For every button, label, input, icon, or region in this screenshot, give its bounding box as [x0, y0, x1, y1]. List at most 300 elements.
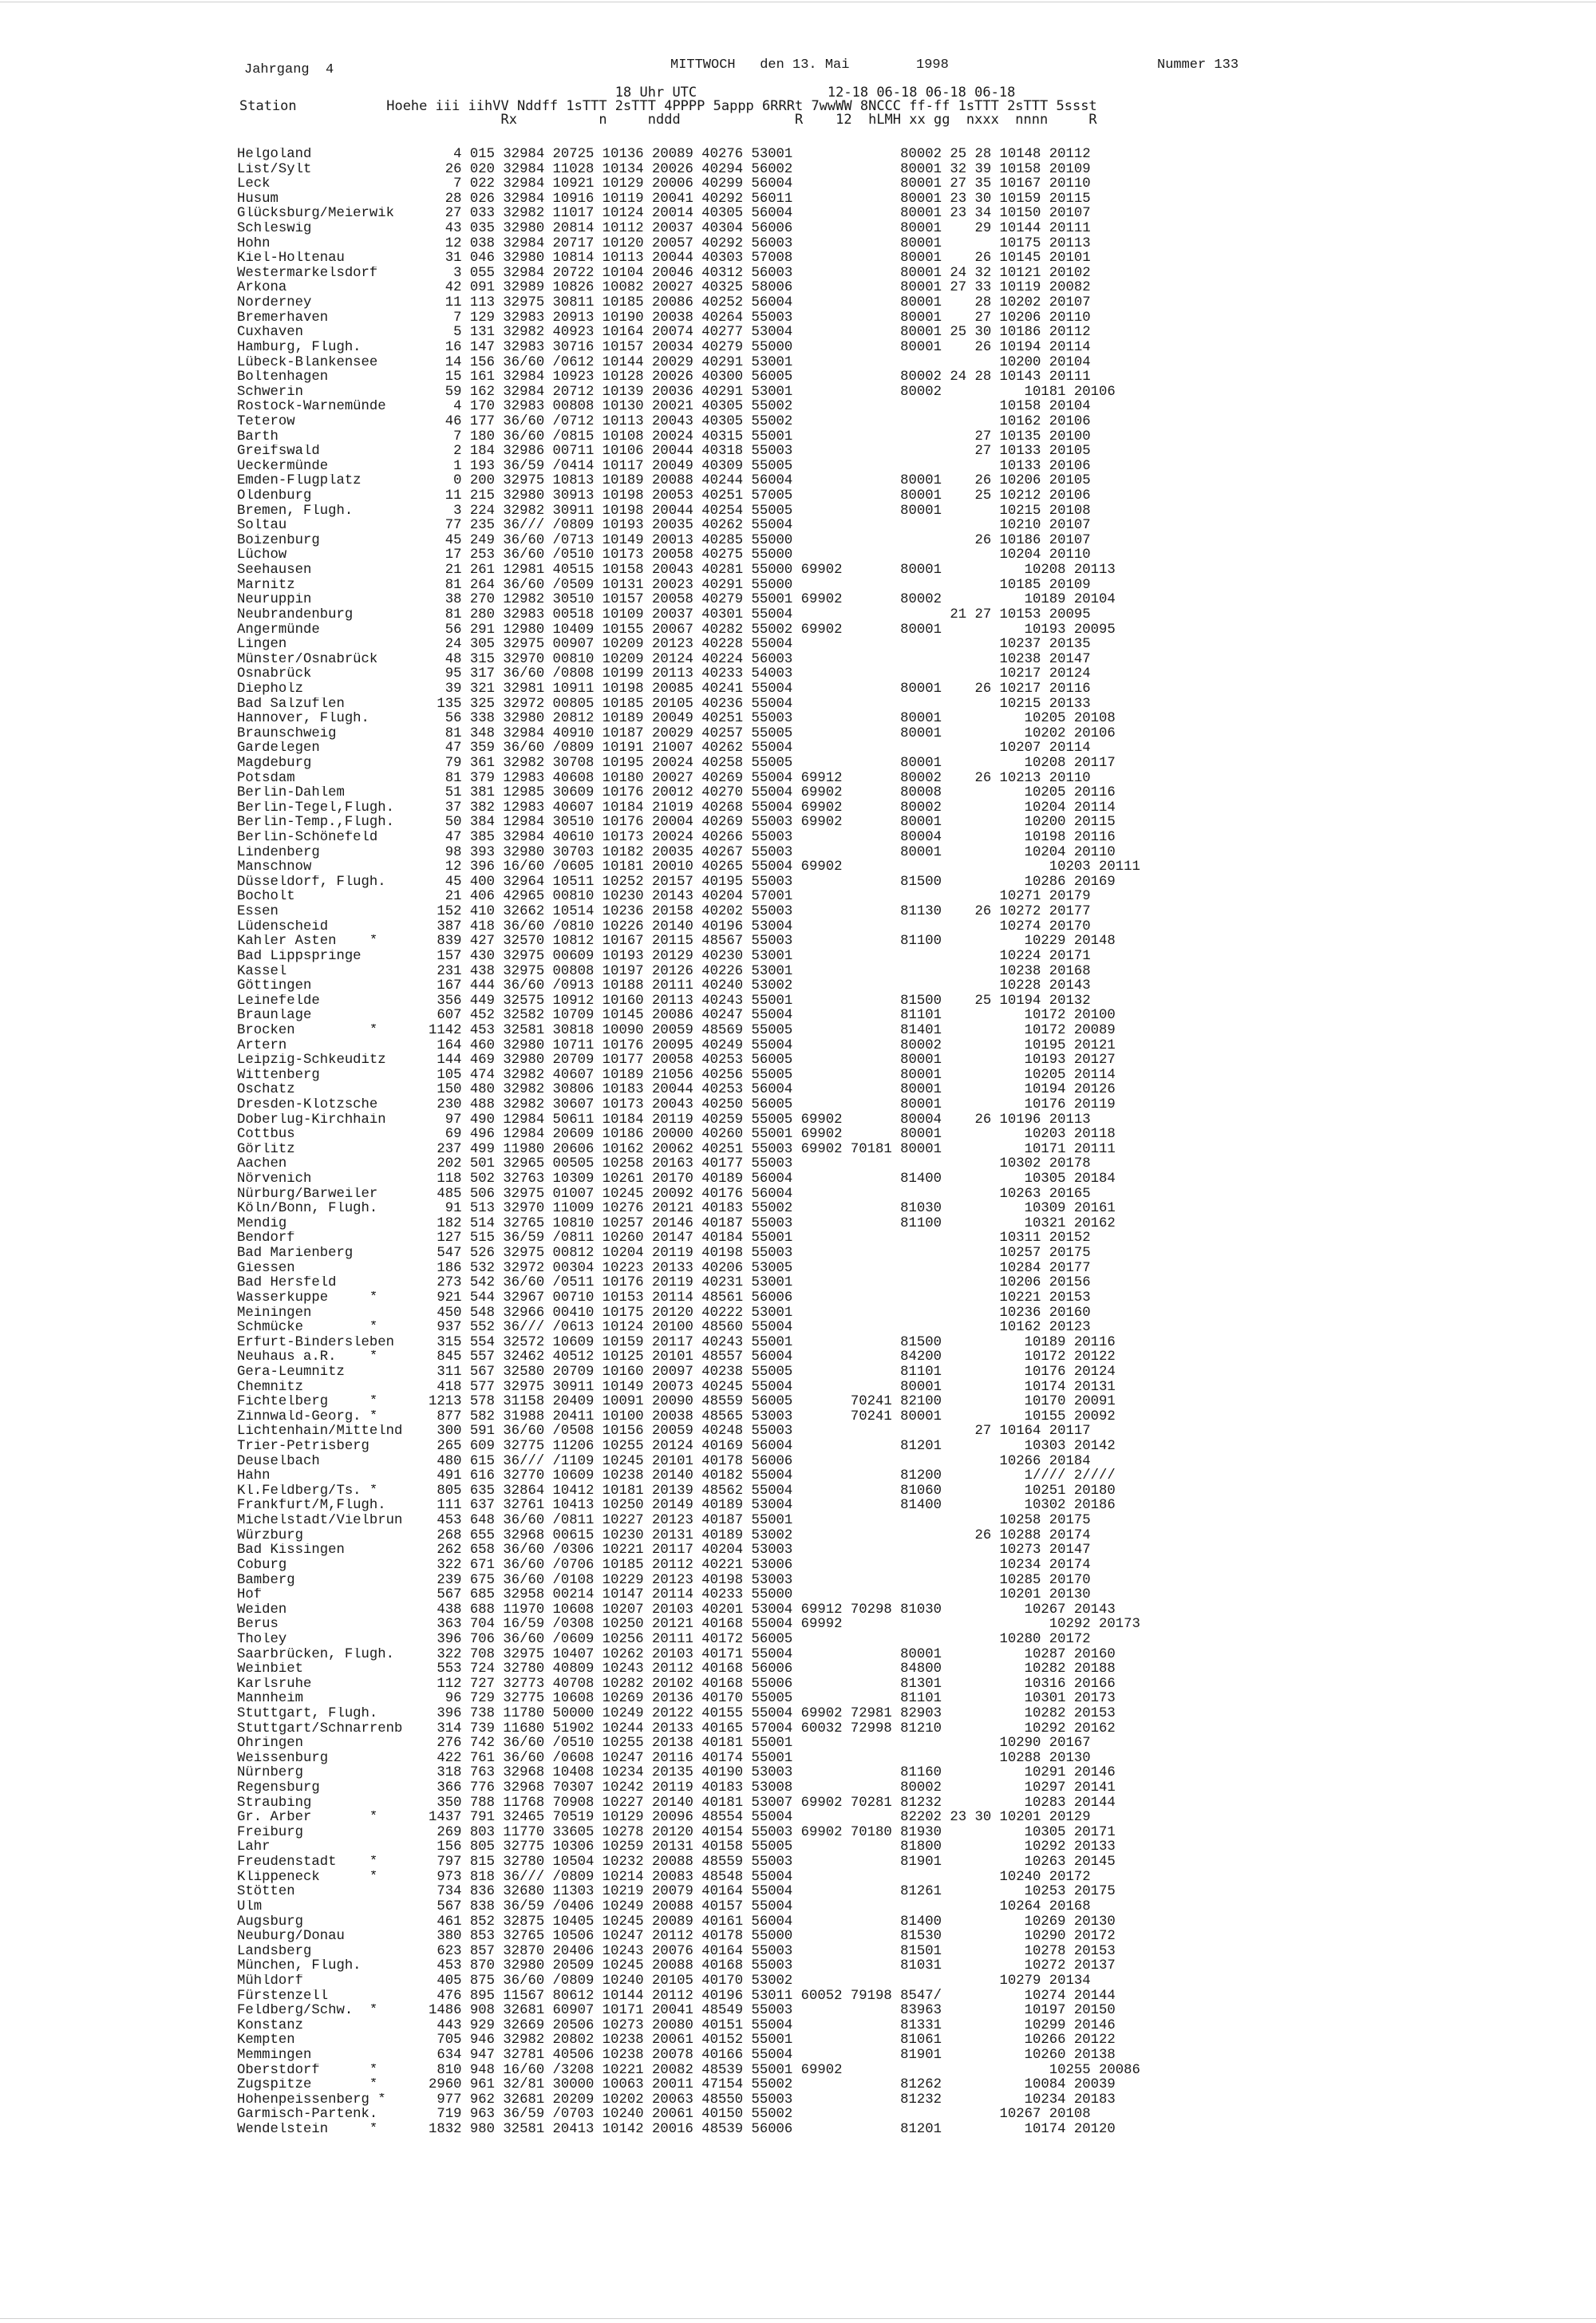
table-row — [237, 994, 1140, 1009]
station-name: Bremerhaven — [237, 310, 329, 326]
station-name: Greifswald — [237, 444, 320, 460]
station-name: Zugspitze * — [237, 2078, 378, 2093]
table-row — [237, 192, 1140, 207]
station-values: 81 379 12983 40608 10180 20027 40269 55004 69912 80002 26 10213 20110 — [429, 770, 1091, 786]
station-name: Schleswig — [237, 222, 312, 237]
table-row — [237, 1009, 1140, 1024]
station-name: Helgoland — [237, 148, 312, 162]
station-name: Boizenburg — [237, 533, 320, 548]
station-values: 21 261 12981 40515 10158 20043 40281 55000 69902 80001 10208 20113 — [429, 563, 1116, 579]
table-row — [237, 1321, 1140, 1336]
station-name: Mendig — [237, 1216, 287, 1231]
station-name: Diepholz — [237, 681, 303, 697]
table-row — [237, 1440, 1140, 1455]
table-row — [237, 1291, 1140, 1306]
station-values: 46 177 36/60 /0712 10113 20043 40305 55002 10162 20106 — [429, 413, 1091, 429]
station-name: Hahn — [237, 1469, 271, 1484]
station-name: Stuttgart, Flugh. — [237, 1706, 378, 1721]
table-row — [237, 237, 1140, 252]
station-name: Stuttgart/Schnarrenb — [237, 1721, 403, 1736]
station-values: 11 113 32975 30811 10185 20086 40252 56004 80001 28 10202 20107 — [429, 295, 1091, 311]
station-name: Bad Salzuflen — [237, 697, 345, 712]
station-values: 396 706 36/60 /0609 10256 20111 40172 56005 10280 20172 — [429, 1631, 1091, 1647]
station-name: Soltau — [237, 519, 287, 534]
table-row — [237, 801, 1140, 816]
table-row — [237, 1128, 1140, 1143]
table-row — [237, 563, 1140, 579]
station-values: 156 805 32775 10306 10259 20131 40158 55005 81800 10292 20133 — [429, 1839, 1116, 1855]
station-name: Marnitz — [237, 578, 295, 593]
station-values: 230 488 32982 30607 10173 20043 40250 56005 80001 10176 20119 — [429, 1097, 1116, 1112]
station-name: Memmingen — [237, 2048, 312, 2063]
table-row — [237, 875, 1140, 891]
table-row — [237, 1276, 1140, 1291]
table-row — [237, 1559, 1140, 1574]
table-row — [237, 2064, 1140, 2079]
table-row — [237, 1781, 1140, 1796]
station-values: 1 193 36/59 /0414 10117 20049 40309 55005 10133 20106 — [429, 458, 1091, 474]
station-values: 623 857 32870 20406 10243 20076 40164 55003 81501 10278 20153 — [429, 1943, 1116, 1959]
table-row — [237, 757, 1140, 772]
table-row — [237, 1024, 1140, 1039]
station-name: Cuxhaven — [237, 326, 303, 341]
table-row — [237, 1959, 1140, 1974]
table-row — [237, 1410, 1140, 1425]
column-header-line: Station Hoehe iii iihVV Nddff 1sTTT 2sTTT 4PPPP 5appp 6RRRt 7wwWW 8NCCC ff-ff 1sTTT 2sTTT 5ssst — [239, 98, 1097, 114]
table-row — [237, 296, 1140, 311]
table-row — [237, 905, 1140, 920]
station-values: 202 501 32965 00505 10258 20163 40177 55003 10302 20178 — [429, 1156, 1091, 1172]
station-name: Regensburg — [237, 1781, 320, 1796]
table-row — [237, 950, 1140, 965]
table-row — [237, 712, 1140, 727]
station-values: 45 400 32964 10511 10252 20157 40195 55003 81500 10286 20169 — [429, 874, 1116, 890]
table-row — [237, 1514, 1140, 1529]
table-row — [237, 1618, 1140, 1633]
table-row — [237, 1707, 1140, 1722]
table-row — [237, 1633, 1140, 1648]
station-values: 135 325 32972 00805 10185 20105 40236 55004 10215 20133 — [429, 696, 1091, 712]
table-row — [237, 1187, 1140, 1203]
jahrgang-label: Jahrgang 4 — [244, 62, 334, 77]
station-values: 69 496 12984 20609 10186 20000 40260 55001 69902 80001 10203 20118 — [429, 1127, 1116, 1143]
station-name: Leck — [237, 177, 271, 192]
table-row — [237, 608, 1140, 623]
table-row — [237, 1083, 1140, 1098]
table-row — [237, 831, 1140, 846]
station-name: List/Sylt — [237, 162, 312, 177]
table-row — [237, 1529, 1140, 1544]
station-name: Gera-Leumnitz — [237, 1365, 345, 1380]
table-row — [237, 2093, 1140, 2108]
station-name: Dresden-Klotzsche — [237, 1098, 378, 1112]
station-name: Berlin-Dahlem — [237, 786, 345, 801]
station-values: 47 359 36/60 /0809 10191 21007 40262 55004 10207 20114 — [429, 741, 1091, 757]
station-values: 366 776 32968 70307 10242 20119 40183 53008 80002 10297 20141 — [429, 1780, 1116, 1796]
station-values: 96 729 32775 10608 10269 20136 40170 55005 81101 10301 20173 — [429, 1691, 1116, 1707]
table-row — [237, 1543, 1140, 1559]
station-name: Emden-Flugplatz — [237, 474, 361, 489]
station-values: 47 385 32984 40610 10173 20024 40266 55003 80004 10198 20116 — [429, 830, 1116, 846]
table-row — [237, 1336, 1140, 1351]
table-row — [237, 1039, 1140, 1054]
issue-number: Nummer 133 — [1157, 57, 1239, 73]
station-values: 105 474 32982 40607 10189 21056 40256 55005 80001 10205 20114 — [429, 1067, 1116, 1083]
table-row — [237, 1603, 1140, 1618]
station-name: Lüchow — [237, 548, 287, 563]
station-values: 973 818 36/// /0809 10214 20083 48548 55004 10240 20172 — [429, 1869, 1091, 1885]
station-values: 144 469 32980 20709 10177 20058 40253 56005 80001 10193 20127 — [429, 1053, 1116, 1069]
table-row — [237, 727, 1140, 742]
table-row — [237, 1885, 1140, 1900]
station-name: Fürstenzell — [237, 1989, 329, 2004]
table-row — [237, 385, 1140, 401]
table-row — [237, 326, 1140, 341]
station-values: 164 460 32980 10711 10176 20095 40249 55004 80002 10195 20121 — [429, 1037, 1116, 1053]
table-row — [237, 177, 1140, 192]
station-name: Trier-Petrisberg — [237, 1440, 369, 1455]
station-values: 56 291 12980 10409 10155 20067 40282 55002 69902 80001 10193 20095 — [429, 622, 1116, 638]
year-label: 1998 — [916, 57, 949, 73]
station-name: Oldenburg — [237, 489, 312, 504]
station-values: 12 038 32984 20717 10120 20057 40292 56003 80001 10175 20113 — [429, 235, 1091, 251]
table-row — [237, 207, 1140, 222]
table-row — [237, 2004, 1140, 2019]
station-values: 95 317 36/60 /0808 10199 20113 40233 54003 10217 20124 — [429, 666, 1091, 682]
station-values: 719 963 36/59 /0703 10240 20061 40150 55002 10267 20108 — [429, 2107, 1091, 2123]
station-values: 43 035 32980 20814 10112 20037 40304 56006 80001 29 10144 20111 — [429, 221, 1091, 237]
station-values: 21 406 42965 00810 10230 20143 40204 57001 10271 20179 — [429, 889, 1091, 905]
station-name: Doberlug-Kirchhain — [237, 1112, 386, 1128]
station-name: Bocholt — [237, 890, 295, 905]
station-values: 380 853 32765 10506 10247 20112 40178 55000 81530 10290 20172 — [429, 1929, 1116, 1945]
station-name: Klippeneck * — [237, 1870, 378, 1885]
station-values: 14 156 36/60 /0612 10144 20029 40291 53001 10200 20104 — [429, 354, 1091, 370]
table-row — [237, 1974, 1140, 1989]
table-row — [237, 667, 1140, 682]
station-values: 152 410 32662 10514 10236 20158 40202 55003 81130 26 10272 20177 — [429, 904, 1091, 920]
station-values: 91 513 32970 11009 10276 20121 40183 55002 81030 10309 20161 — [429, 1201, 1116, 1217]
station-values: 3 055 32984 20722 10104 20046 40312 56003 80001 24 32 10121 20102 — [429, 265, 1091, 281]
table-row — [237, 1157, 1140, 1172]
station-name: Freiburg — [237, 1825, 303, 1840]
station-values: 396 738 11780 50000 10249 20122 40155 55004 69902 72981 82903 10282 20153 — [429, 1705, 1116, 1721]
station-values: 5 131 32982 40923 10164 20074 40277 53004 80001 25 30 10186 20112 — [429, 325, 1091, 341]
station-values: 38 270 12982 30510 10157 20058 40279 55001 69902 80002 10189 20104 — [429, 592, 1116, 608]
station-name: Ueckermünde — [237, 459, 329, 474]
table-row — [237, 548, 1140, 563]
table-row — [237, 1915, 1140, 1930]
station-values: 11 215 32980 30913 10198 20053 40251 57005 80001 25 10212 20106 — [429, 488, 1091, 504]
station-name: Neuruppin — [237, 593, 312, 608]
station-name: Garmisch-Partenk. — [237, 2108, 378, 2123]
table-row — [237, 1424, 1140, 1440]
table-row — [237, 474, 1140, 489]
table-row — [237, 1677, 1140, 1693]
station-name: Artern — [237, 1038, 287, 1053]
table-row — [237, 1840, 1140, 1855]
station-values: 607 452 32582 10709 10145 20086 40247 55004 81101 10172 20100 — [429, 1008, 1116, 1024]
station-name: Fichtelberg * — [237, 1395, 378, 1410]
station-values: 810 948 16/60 /3208 10221 20082 48539 55001 69902 10255 20086 — [429, 2062, 1140, 2078]
station-name: Gr. Arber * — [237, 1811, 378, 1826]
station-values: 300 591 36/60 /0508 10156 20059 40248 55003 27 10164 20117 — [429, 1424, 1091, 1440]
table-row — [237, 1736, 1140, 1752]
station-values: 387 418 36/60 /0810 10226 20140 40196 53004 10274 20170 — [429, 919, 1091, 934]
table-row — [237, 772, 1140, 787]
table-row — [237, 846, 1140, 861]
column-header — [239, 86, 1097, 127]
station-name: Braunschweig — [237, 726, 337, 741]
column-header-line: Rx n nddd R 12 hLMH xx gg nxxx nnnn R — [239, 112, 1097, 128]
station-values: 276 742 36/60 /0510 10255 20138 40181 55001 10290 20167 — [429, 1736, 1091, 1752]
station-name: Neuhaus a.R. * — [237, 1350, 378, 1365]
station-values: 237 499 11980 20606 10162 20062 40251 55003 69902 70181 80001 10171 20111 — [429, 1141, 1116, 1157]
station-values: 480 615 36/// /1109 10245 20101 40178 56006 10266 20184 — [429, 1453, 1091, 1469]
station-name: Boltenhagen — [237, 370, 329, 385]
station-name: Leipzig-Schkeuditz — [237, 1053, 386, 1069]
station-name: Lüdenscheid — [237, 919, 329, 934]
station-name: Mühldorf — [237, 1973, 303, 1989]
station-name: Neubrandenburg — [237, 607, 354, 622]
station-name: Aachen — [237, 1157, 287, 1172]
station-values: 491 616 32770 10609 10238 20140 40182 55004 81200 1//// 2//// — [429, 1468, 1116, 1484]
station-name: Brocken * — [237, 1023, 378, 1038]
station-name: Saarbrücken, Flugh. — [237, 1647, 395, 1662]
station-values: 268 655 32968 00615 10230 20131 40189 53002 26 10288 20174 — [429, 1527, 1091, 1543]
station-values: 443 929 32669 20506 10273 20080 40151 55004 81331 10299 20146 — [429, 2017, 1116, 2033]
station-name: Bremen, Flugh. — [237, 504, 354, 519]
table-row — [237, 623, 1140, 638]
table-row — [237, 163, 1140, 178]
table-row — [237, 489, 1140, 504]
station-name: Hohenpeissenberg * — [237, 2092, 386, 2108]
table-row — [237, 1796, 1140, 1811]
station-name: Bamberg — [237, 1573, 295, 1588]
station-name: Kassel — [237, 964, 287, 979]
station-name: Düsseldorf, Flugh. — [237, 875, 386, 890]
station-values: 26 020 32984 11028 10134 20026 40294 56002 80001 32 39 10158 20109 — [429, 161, 1091, 177]
station-values: 567 838 36/59 /0406 10249 20088 40157 55004 10264 20168 — [429, 1898, 1091, 1914]
table-row — [237, 1574, 1140, 1589]
station-name: Lahr — [237, 1840, 271, 1855]
station-values: 31 046 32980 10814 10113 20044 40303 57008 80001 26 10145 20101 — [429, 251, 1091, 267]
table-row — [237, 1871, 1140, 1886]
table-row — [237, 920, 1140, 935]
station-name: Stötten — [237, 1885, 295, 1900]
station-name: Köln/Bonn, Flugh. — [237, 1202, 378, 1217]
station-values: 262 658 36/60 /0306 10221 20117 40204 53003 10273 20147 — [429, 1543, 1091, 1559]
table-row — [237, 1766, 1140, 1781]
table-row — [237, 2078, 1140, 2093]
station-name: Lindenberg — [237, 845, 320, 860]
table-row — [237, 1098, 1140, 1113]
station-values: 839 427 32570 10812 10167 20115 48567 55003 81100 10229 20148 — [429, 934, 1116, 950]
station-values: 567 685 32958 00214 10147 20114 40233 55000 10201 20130 — [429, 1587, 1091, 1603]
station-values: 553 724 32780 40809 10243 20112 40168 56006 84800 10282 20188 — [429, 1661, 1116, 1677]
station-name: Feldberg/Schw. * — [237, 2004, 378, 2019]
scan-edge-bottom — [0, 2318, 1596, 2319]
table-row — [237, 1381, 1140, 1396]
station-name: Mannheim — [237, 1692, 303, 1707]
table-row — [237, 534, 1140, 549]
table-row — [237, 1811, 1140, 1826]
station-values: 450 548 32966 00410 10175 20120 40222 53001 10236 20160 — [429, 1305, 1091, 1321]
station-name: Glücksburg/Meierwik — [237, 207, 395, 222]
station-values: 50 384 12984 30510 10176 20004 40269 55003 69902 80001 10200 20115 — [429, 815, 1116, 831]
table-row — [237, 267, 1140, 282]
station-values: 322 671 36/60 /0706 10185 20112 40221 53006 10234 20174 — [429, 1557, 1091, 1573]
station-values: 315 554 32572 10609 10159 20117 40243 55001 81500 10189 20116 — [429, 1334, 1116, 1350]
station-values: 0 200 32975 10813 10189 20088 40244 56004 80001 26 10206 20105 — [429, 473, 1091, 489]
station-values: 1832 980 32581 20413 10142 20016 48539 56006 81201 10174 20120 — [429, 2122, 1116, 2138]
station-table — [237, 148, 1140, 2138]
station-name: Deuselbach — [237, 1454, 320, 1469]
station-name: Westermarkelsdorf — [237, 266, 378, 281]
station-name: Frankfurt/M,Flugh. — [237, 1499, 386, 1514]
station-name: Bad Marienberg — [237, 1246, 354, 1262]
station-values: 28 026 32984 10916 10119 20041 40292 56011 80001 23 30 10159 20115 — [429, 191, 1091, 207]
table-row — [237, 934, 1140, 950]
station-name: Kiel-Holtenau — [237, 251, 345, 267]
station-name: Freudenstadt * — [237, 1855, 378, 1871]
table-row — [237, 311, 1140, 326]
station-name: Manschnow — [237, 860, 312, 875]
station-name: Neuburg/Donau — [237, 1930, 345, 1945]
station-values: 405 875 36/60 /0809 10240 20105 40170 53002 10279 20134 — [429, 1973, 1091, 1989]
station-values: 56 338 32980 20812 10189 20049 40251 55003 80001 10205 20108 — [429, 711, 1116, 727]
table-row — [237, 430, 1140, 445]
table-row — [237, 2019, 1140, 2034]
station-values: 418 577 32975 30911 10149 20073 40245 55004 80001 10174 20131 — [429, 1379, 1116, 1395]
station-values: 17 253 36/60 /0510 10173 20058 40275 55000 10204 20110 — [429, 547, 1091, 563]
station-name: Giessen — [237, 1261, 295, 1276]
station-values: 1437 791 32465 70519 10129 20096 48554 55004 82202 23 30 10201 20129 — [429, 1810, 1091, 1826]
station-values: 797 815 32780 10504 10232 20088 48559 55003 81901 10263 20145 — [429, 1855, 1116, 1871]
table-row — [237, 356, 1140, 371]
station-values: 48 315 32970 00810 10209 20124 40224 56003 10238 20147 — [429, 651, 1091, 667]
station-values: 39 321 32981 10911 10198 20085 40241 55004 80001 26 10217 20116 — [429, 681, 1091, 697]
table-row — [237, 1722, 1140, 1737]
station-values: 182 514 32765 10810 10257 20146 40187 55003 81100 10321 20162 — [429, 1215, 1116, 1231]
table-row — [237, 593, 1140, 608]
table-row — [237, 1113, 1140, 1128]
table-row — [237, 1752, 1140, 1767]
station-name: Magdeburg — [237, 756, 312, 771]
station-values: 7 129 32983 20913 10190 20038 40264 55003 80001 27 10206 20110 — [429, 310, 1091, 326]
table-row — [237, 1945, 1140, 1960]
station-name: Braunlage — [237, 1009, 312, 1024]
station-name: Öhringen — [237, 1736, 303, 1752]
table-row — [237, 1662, 1140, 1677]
station-values: 42 091 32989 10826 10082 20027 40325 58006 80001 27 33 10119 20082 — [429, 280, 1091, 296]
station-name: Wendelstein * — [237, 2123, 378, 2138]
station-values: 2 184 32986 00711 10106 20044 40318 55003 27 10133 20105 — [429, 444, 1091, 460]
table-row — [237, 1172, 1140, 1187]
station-values: 51 381 12985 30609 10176 20012 40270 55004 69902 80008 10205 20116 — [429, 785, 1116, 801]
station-values: 453 648 36/60 /0811 10227 20123 40187 55001 10258 20175 — [429, 1513, 1091, 1529]
station-name: Chemnitz — [237, 1380, 303, 1395]
station-values: 705 946 32982 20802 10238 20061 40152 55001 81061 10266 20122 — [429, 2033, 1116, 2048]
station-values: 97 490 12984 50611 10184 20119 40259 55005 69902 80004 26 10196 20113 — [429, 1112, 1091, 1128]
station-name: Ulm — [237, 1899, 263, 1914]
station-values: 977 962 32681 20209 10202 20063 48550 55003 81232 10234 20183 — [429, 2092, 1116, 2108]
table-row — [237, 1648, 1140, 1663]
station-values: 59 162 32984 20712 10139 20036 40291 53001 80002 10181 20106 — [429, 384, 1116, 400]
station-values: 921 544 32967 00710 10153 20114 48561 56006 10221 20153 — [429, 1290, 1091, 1306]
table-row — [237, 341, 1140, 356]
table-row — [237, 1395, 1140, 1410]
table-row — [237, 1231, 1140, 1246]
table-row — [237, 638, 1140, 653]
table-row — [237, 1306, 1140, 1322]
table-row — [237, 1202, 1140, 1217]
table-row — [237, 1350, 1140, 1365]
station-name: Würzburg — [237, 1528, 303, 1543]
station-name: Münster/Osnabrück — [237, 652, 378, 667]
table-row — [237, 1588, 1140, 1603]
table-row — [237, 1053, 1140, 1069]
table-row — [237, 1246, 1140, 1262]
table-row — [237, 444, 1140, 460]
station-name: Michelstadt/Vielbrun — [237, 1514, 403, 1529]
station-values: 167 444 36/60 /0913 10188 20111 40240 53002 10228 20143 — [429, 978, 1091, 994]
station-values: 547 526 32975 00812 10204 20119 40198 55003 10257 20175 — [429, 1246, 1091, 1262]
station-values: 322 708 32975 10407 10262 20103 40171 55004 80001 10287 20160 — [429, 1646, 1116, 1662]
station-values: 461 852 32875 10405 10245 20089 40161 56004 81400 10269 20130 — [429, 1914, 1116, 1930]
station-name: Lichtenhain/Mittelnd — [237, 1424, 403, 1440]
station-values: 269 803 11770 33605 10278 20120 40154 55003 69902 70180 81930 10305 20171 — [429, 1824, 1116, 1840]
table-row — [237, 1069, 1140, 1084]
station-values: 239 675 36/60 /0108 10229 20123 40198 53003 10285 20170 — [429, 1572, 1091, 1588]
station-values: 27 033 32982 11017 10124 20014 40305 56004 80001 23 34 10150 20107 — [429, 206, 1091, 222]
station-name: Hof — [237, 1588, 263, 1603]
station-values: 265 609 32775 11206 10255 20124 40169 56004 81201 10303 20142 — [429, 1439, 1116, 1455]
station-values: 37 382 12983 40607 10184 21019 40268 55004 69902 80002 10204 20114 — [429, 800, 1116, 816]
station-values: 476 895 11567 80612 10144 20112 40196 53011 60052 79198 8547/ 10274 20144 — [429, 1988, 1116, 2004]
station-name: Nörvenich — [237, 1172, 312, 1187]
station-name: Wittenberg — [237, 1068, 320, 1083]
station-name: Oschatz — [237, 1083, 295, 1098]
table-row — [237, 1469, 1140, 1484]
station-values: 45 249 36/60 /0713 10149 20013 40285 55000 26 10186 20107 — [429, 532, 1091, 548]
station-values: 877 582 31988 20411 10100 20038 48565 53003 70241 80001 10155 20092 — [429, 1408, 1116, 1424]
table-row — [237, 860, 1140, 875]
station-values: 2960 961 32/81 30000 10063 20011 47154 55002 81262 10084 20039 — [429, 2077, 1116, 2093]
station-values: 318 763 32968 10408 10234 20135 40190 53003 81160 10291 20146 — [429, 1765, 1116, 1781]
station-name: Augsburg — [237, 1914, 303, 1930]
table-row — [237, 1484, 1140, 1499]
date-label: MITTWOCH den 13. Mai — [670, 57, 850, 73]
station-name: Essen — [237, 905, 279, 920]
station-name: Arkona — [237, 281, 287, 296]
station-values: 112 727 32773 40708 10282 20102 40168 55006 81301 10316 20166 — [429, 1676, 1116, 1692]
table-row — [237, 1262, 1140, 1277]
station-values: 77 235 36/// /0809 10193 20035 40262 55004 10210 20107 — [429, 518, 1091, 534]
station-values: 1486 908 32681 60907 10171 20041 48549 55003 83963 10197 20150 — [429, 2003, 1116, 2019]
table-row — [237, 1499, 1140, 1514]
table-row — [237, 2123, 1140, 2138]
station-values: 4 015 32984 20725 10136 20089 40276 53001 80002 25 28 10148 20112 — [429, 147, 1091, 162]
station-name: Seehausen — [237, 563, 312, 579]
station-name: Straubing — [237, 1796, 312, 1811]
station-name: Weiden — [237, 1602, 287, 1618]
table-row — [237, 1826, 1140, 1841]
table-row — [237, 222, 1140, 237]
table-row — [237, 1143, 1140, 1158]
station-name: Kl.Feldberg/Ts. * — [237, 1483, 378, 1499]
station-values: 118 502 32763 10309 10261 20170 40189 56004 81400 10305 20184 — [429, 1171, 1116, 1187]
